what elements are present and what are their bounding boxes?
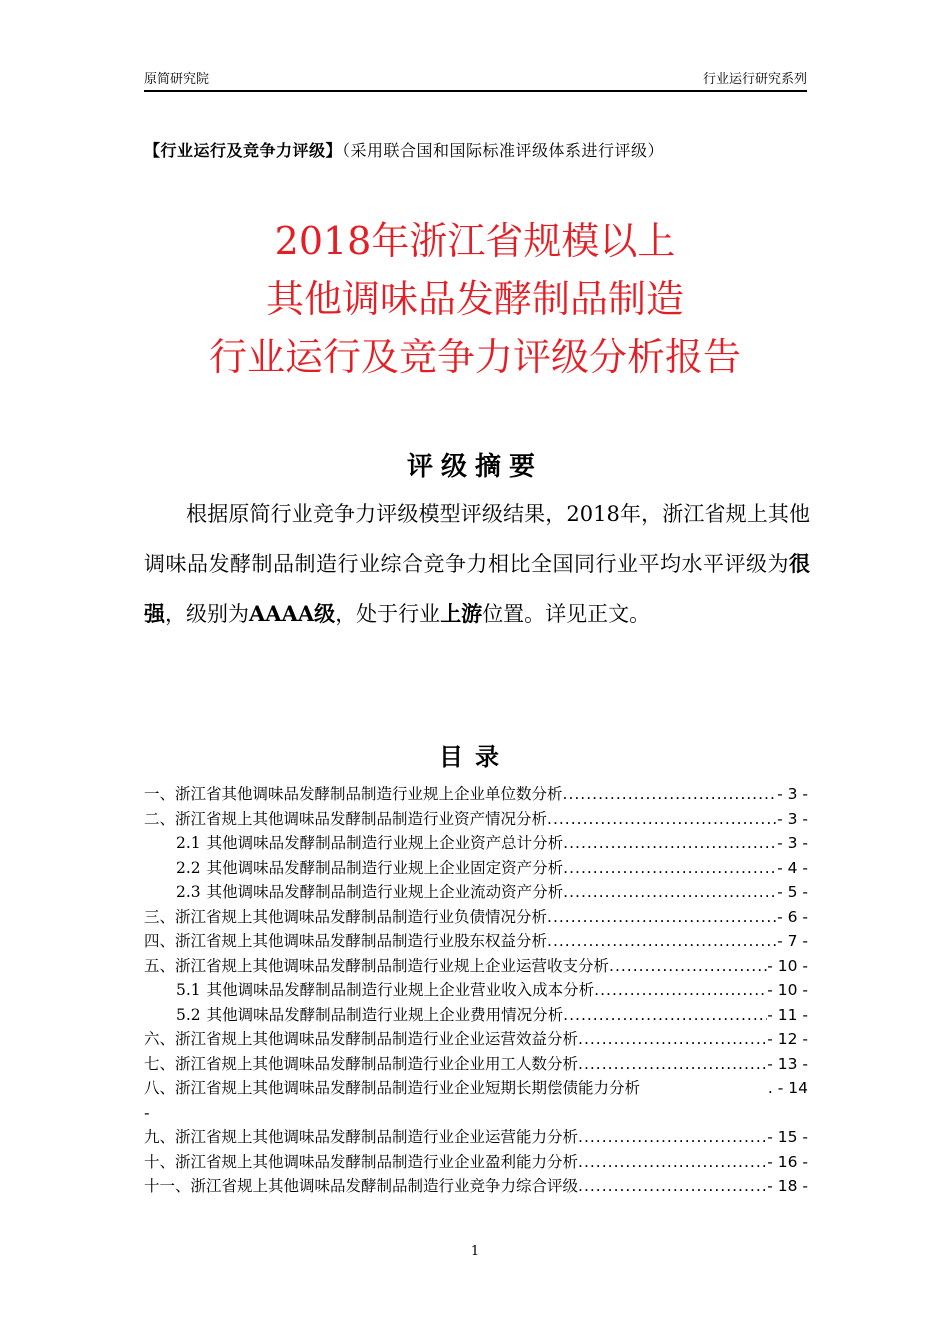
title-line-3: 行业运行及竞争力评级分析报告: [208, 335, 741, 379]
rating-level: AAAA级: [249, 601, 336, 626]
toc-entry[interactable]: 八、浙江省规上其他调味品发酵制品制造行业企业短期长期偿债能力分析 . - 14: [144, 1079, 808, 1097]
toc-entry[interactable]: 十一、浙江省规上其他调味品发酵制品制造行业竞争力综合评级 ..... - 18 -: [144, 1174, 808, 1199]
toc-entry[interactable]: 2.1 其他调味品发酵制品制造行业规上企业资产总计分析 ..... - 3 -: [144, 831, 808, 856]
toc-entry[interactable]: 2.3 其他调味品发酵制品制造行业规上企业流动资产分析 ..... - 5 -: [144, 880, 808, 905]
series-tag: 【行业运行及竞争力评级】: [144, 141, 343, 160]
header-publisher: 原简研究院: [144, 72, 210, 87]
toc-entry[interactable]: 二、浙江省规上其他调味品发酵制品制造行业资产情况分析 ..... - 3 -: [144, 807, 808, 832]
page-number: 1: [470, 1244, 480, 1259]
report-title: [0, 214, 950, 388]
title-line-1: 2018年浙江省规模以上: [274, 219, 676, 263]
series-line: [144, 138, 664, 161]
summary-text-4: 位置。详见正文。: [482, 602, 651, 626]
header-series: 行业运行研究系列: [702, 72, 807, 87]
summary-text-2: ，级别为: [165, 602, 249, 626]
rating-strength: 很强: [144, 551, 810, 626]
series-note: （采用联合国和国际标准评级体系进行评级）: [342, 141, 665, 160]
toc-entry[interactable]: 七、浙江省规上其他调味品发酵制品制造行业企业用工人数分析 ..... - 13 -: [144, 1052, 808, 1077]
summary-paragraph: [144, 490, 810, 639]
toc-heading: 目录: [439, 743, 511, 771]
summary-heading: 评级摘要: [406, 452, 543, 482]
toc-entry[interactable]: 六、浙江省规上其他调味品发酵制品制造行业企业运营效益分析 ..... - 12 -: [144, 1027, 808, 1052]
summary-text-1: 根据原简行业竞争力评级模型评级结果，2018年，浙江省规上其他调味品发酵制品制造行业综合竞争力相比全国同行业平均水平评级为: [144, 502, 810, 576]
toc-entry[interactable]: 十、浙江省规上其他调味品发酵制品制造行业企业盈利能力分析 ..... - 16 -: [144, 1150, 808, 1175]
page-header: [144, 66, 807, 92]
summary-text-3: ，处于行业: [335, 602, 441, 626]
toc-entry[interactable]: 三、浙江省规上其他调味品发酵制品制造行业负债情况分析 ..... - 6 -: [144, 905, 808, 930]
toc-entry[interactable]: 五、浙江省规上其他调味品发酵制品制造行业规上企业运营收支分析 ..... - 10 -: [144, 954, 808, 979]
toc-entry[interactable]: 九、浙江省规上其他调味品发酵制品制造行业企业运营能力分析 ..... - 15 -: [144, 1125, 808, 1150]
rating-position: 上游: [440, 601, 483, 626]
toc-entry-continuation: -: [144, 1103, 150, 1122]
toc-entry[interactable]: 四、浙江省规上其他调味品发酵制品制造行业股东权益分析 ..... - 7 -: [144, 929, 808, 954]
title-line-2: 其他调味品发酵制品制造: [265, 277, 684, 321]
table-of-contents: [144, 782, 808, 1199]
toc-entry[interactable]: 2.2 其他调味品发酵制品制造行业规上企业固定资产分析 ..... - 4 -: [144, 856, 808, 881]
toc-entry[interactable]: 5.1 其他调味品发酵制品制造行业规上企业营业收入成本分析 ..... - 10 -: [144, 978, 808, 1003]
toc-entry[interactable]: 一、浙江省其他调味品发酵制品制造行业规上企业单位数分析 ..... - 3 -: [144, 782, 808, 807]
toc-entry[interactable]: 5.2 其他调味品发酵制品制造行业规上企业费用情况分析 ..... - 11 -: [144, 1003, 808, 1028]
